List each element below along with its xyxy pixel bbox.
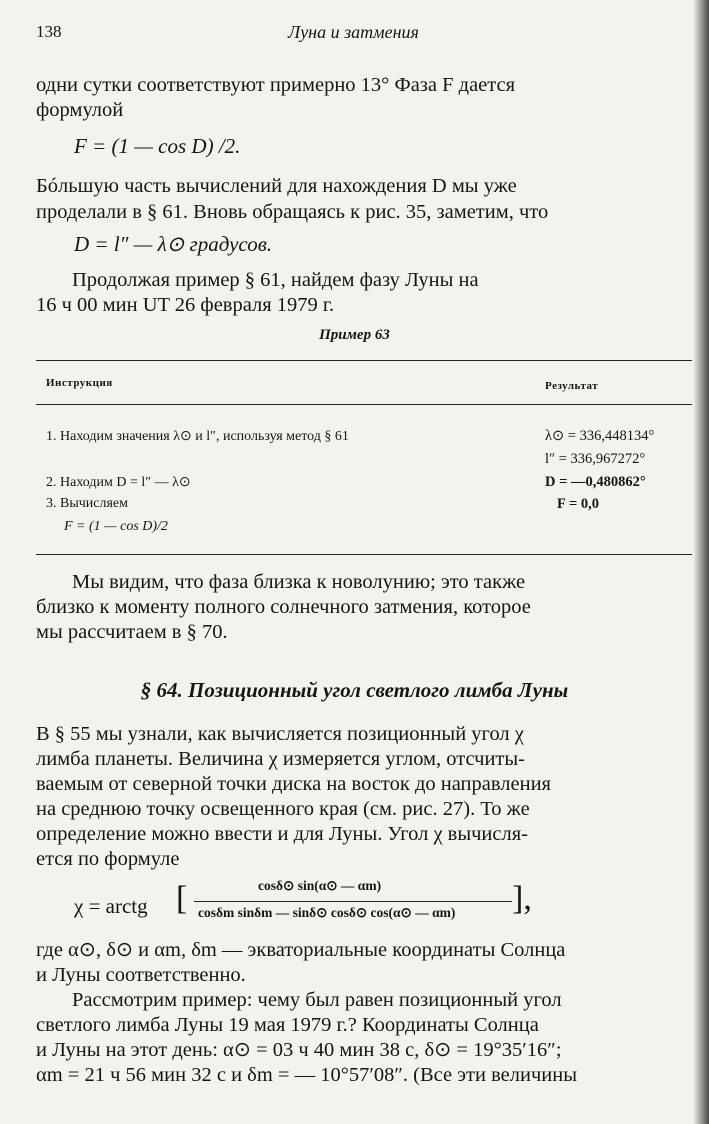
after-formula-line-2: и Луны соответственно. <box>36 964 246 986</box>
d-formula: D = l″ — λ⊙ градусов. <box>74 232 273 256</box>
result-F: F = 0,0 <box>557 496 599 512</box>
after-formula-line-4: светлого лимба Луны 19 мая 1979 г.? Координаты Солнца <box>36 1014 539 1036</box>
table-top-rule <box>36 360 692 361</box>
step-2: 2. Находим D = l″ — λ⊙ <box>46 475 191 490</box>
chi-denominator: cosδm sinδm — sinδ⊙ cosδ⊙ cos(α⊙ — αm) <box>198 905 456 920</box>
table-bottom-rule <box>36 554 692 555</box>
after-table-line-1: Мы видим, что фаза близка к новолунию; это также <box>72 571 526 593</box>
page-binding-shadow <box>693 0 709 1124</box>
section-line-4: на среднюю точку освещенного края (см. рис. 27). То же <box>36 798 530 820</box>
page-number: 138 <box>36 22 62 41</box>
after-table-line-3: мы рассчитаем в § 70. <box>36 621 228 643</box>
page-header <box>36 22 673 46</box>
after-formula-line-5: и Луны на этот день: α⊙ = 03 ч 40 мин 38 с, δ⊙ = 19°35′16″; <box>36 1039 562 1061</box>
after-table-line-2: близко к моменту полного солнечного затмения, которое <box>36 596 531 618</box>
col-header-result: Результат <box>545 380 599 392</box>
section-line-1: В § 55 мы узнали, как вычисляется позиционный угол χ <box>36 723 524 745</box>
col-header-instruction: Инструкция <box>46 377 113 389</box>
after-formula-line-1: где α⊙, δ⊙ и αm, δm — экваториальные координаты Солнца <box>36 939 566 961</box>
para3-line-2: 16 ч 00 мин UT 26 февраля 1979 г. <box>36 294 335 316</box>
table-header-rule <box>36 404 692 405</box>
example-caption: Пример 63 <box>319 327 390 343</box>
para2-line-2: проделали в § 61. Вновь обращаясь к рис. 35, заметим, что <box>36 201 549 223</box>
section-line-6: ется по формуле <box>36 848 180 870</box>
para3-line-1: Продолжая пример § 61, найдем фазу Луны на <box>72 269 479 291</box>
intro-line-2: формулой <box>36 99 124 121</box>
result-lambda: λ⊙ = 336,448134° <box>545 428 655 444</box>
chi-numerator: cosδ⊙ sin(α⊙ — αm) <box>258 878 382 893</box>
result-D: D = —0,480862° <box>545 474 646 490</box>
section-line-2: лимба планеты. Величина χ измеряется углом, отсчиты- <box>36 748 525 770</box>
left-bracket: [ <box>176 880 188 917</box>
running-title: Луна и затмения <box>288 22 419 42</box>
step-3-formula: F = (1 — cos D)/2 <box>64 519 168 534</box>
step-1: 1. Находим значения λ⊙ и l″, используя метод § 61 <box>46 429 349 444</box>
right-bracket-comma: ], <box>512 880 532 917</box>
step-3: 3. Вычисляем <box>46 496 128 511</box>
section-heading: § 64. Позиционный угол светлого лимба Луны <box>140 678 569 702</box>
section-line-3: ваемым от северной точки диска на восток до направления <box>36 773 551 795</box>
section-line-5: определение можно ввести и для Луны. Угол χ вычисля- <box>36 823 528 845</box>
phase-formula: F = (1 — cos D) /2. <box>74 134 241 158</box>
result-l: l″ = 336,967272° <box>545 451 646 467</box>
after-formula-line-6: αm = 21 ч 56 мин 32 с и δm = — 10°57′08″. (Все эти величины <box>36 1064 577 1086</box>
intro-line-1: одни сутки соответствуют примерно 13° Фаза F дается <box>36 74 516 96</box>
after-formula-line-3: Рассмотрим пример: чему был равен позиционный угол <box>72 989 562 1011</box>
chi-formula-lhs: χ = arctg <box>74 894 148 918</box>
para2-line-1: Бóльшую часть вычислений для нахождения D мы уже <box>36 175 517 197</box>
fraction-bar <box>194 901 512 902</box>
